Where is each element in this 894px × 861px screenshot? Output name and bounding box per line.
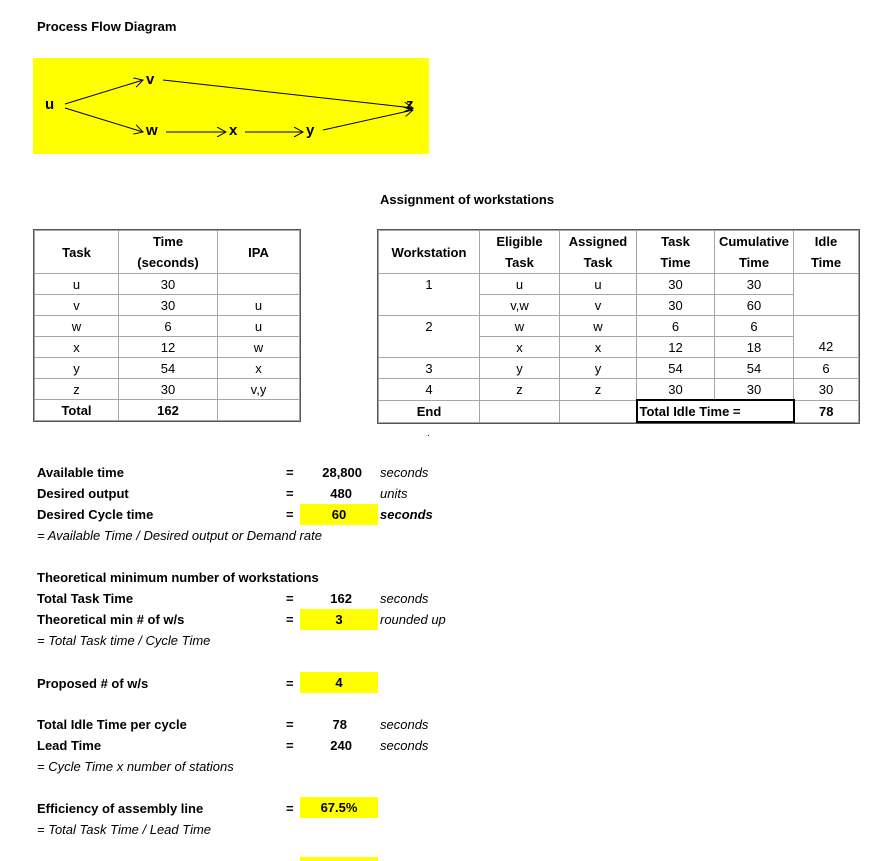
desired-cycle-label: Desired Cycle time [37,507,154,522]
desired-cycle-value: 60 [300,504,378,525]
node-w: w [146,122,158,139]
theoretical-min-label: Theoretical min # of w/s [37,612,185,627]
assignment-title: Assignment of workstations [380,192,555,207]
arrow-u-v [65,80,143,104]
table-row: v 30 u [35,295,300,316]
process-flow-diagram [33,58,429,154]
total-task-time-label: Total Task Time [37,591,134,606]
total-task-time-unit: seconds [380,591,429,606]
proposed-ws-eq: = [286,676,294,691]
task-table [34,230,300,421]
table-row: v,w v 30 60 [379,295,859,316]
idle-per-cycle-label: Total Idle Time per cycle [37,717,187,732]
theoretical-note: = Total Task time / Cycle Time [37,633,211,648]
lead-time-note: = Cycle Time x number of stations [37,759,234,774]
idle-per-cycle-value: 78 [332,717,347,732]
header-time: Time (seconds) [119,231,218,274]
table-row: u 30 [35,274,300,295]
table-row: y 54 x [35,358,300,379]
header-task-time: Task Time [637,231,715,274]
available-time-eq: = [286,465,294,480]
total-task-time-eq: = [286,591,294,606]
proposed-ws-label: Proposed # of w/s [37,676,149,691]
efficiency-note: = Total Task Time / Lead Time [37,822,212,837]
available-time-label: Available time [37,465,124,480]
proposed-ws-value: 4 [300,672,378,693]
theoretical-min-value: 3 [300,609,378,630]
header-eligible: Eligible Task [480,231,560,274]
header-workstation: Workstation [379,231,480,274]
table-row: z 30 v,y [35,379,300,400]
node-z: z [406,96,414,113]
total-idle-label: Total Idle Time = [637,400,794,422]
table-row: 3 y y 54 54 6 [379,358,859,379]
total-task-time-value: 162 [330,591,352,606]
highlight-cell-partial [300,857,378,861]
desired-cycle-unit: seconds [380,507,433,522]
idle-per-cycle-unit: seconds [380,717,429,732]
lead-time-label: Lead Time [37,738,102,753]
table-row: 1 u u 30 30 [379,274,859,295]
cycle-time-note: = Available Time / Desired output or Demand rate [37,528,322,543]
table-row: w 6 u [35,316,300,337]
desired-output-value: 480 [330,486,352,501]
node-u: u [45,96,55,113]
efficiency-eq: = [286,801,294,816]
desired-output-label: Desired output [37,486,129,501]
desired-cycle-eq: = [286,507,294,522]
header-ipa: IPA [218,231,300,274]
node-v: v [146,71,155,88]
table-row: 2 w w 6 6 [379,316,859,337]
assignment-table [378,230,859,423]
node-x: x [229,122,238,139]
lead-time-value: 240 [330,738,352,753]
idle-per-cycle-eq: = [286,717,294,732]
page-title: Process Flow Diagram [37,19,177,34]
desired-output-eq: = [286,486,294,501]
arrow-u-w [65,108,143,132]
total-row: End Total Idle Time = 78 [379,400,859,422]
table-row: 4 z z 30 30 30 [379,379,859,401]
theoretical-min-unit: rounded up [380,612,446,627]
total-row: Total 162 [35,400,300,421]
table-row: x 12 w [35,337,300,358]
arrow-v-z [163,80,413,108]
available-time-value: 28,800 [322,465,362,480]
efficiency-label: Efficiency of assembly line [37,801,204,816]
arrow-y-z [323,110,413,130]
theoretical-min-eq: = [286,612,294,627]
flow-arrows [33,58,429,154]
header-task: Task [35,231,119,274]
total-idle-value: 78 [794,400,859,422]
table-row: x x 12 18 42 [379,337,859,358]
header-cumulative: Cumulative Time [715,231,794,274]
theoretical-heading: Theoretical minimum number of workstations [37,570,319,585]
efficiency-value: 67.5% [300,797,378,818]
available-time-unit: seconds [380,465,429,480]
node-y: y [306,122,315,139]
stray-dot: . [427,428,430,439]
header-idle: Idle Time [794,231,859,274]
header-assigned: Assigned Task [560,231,637,274]
lead-time-unit: seconds [380,738,429,753]
lead-time-eq: = [286,738,294,753]
desired-output-unit: units [380,486,408,501]
